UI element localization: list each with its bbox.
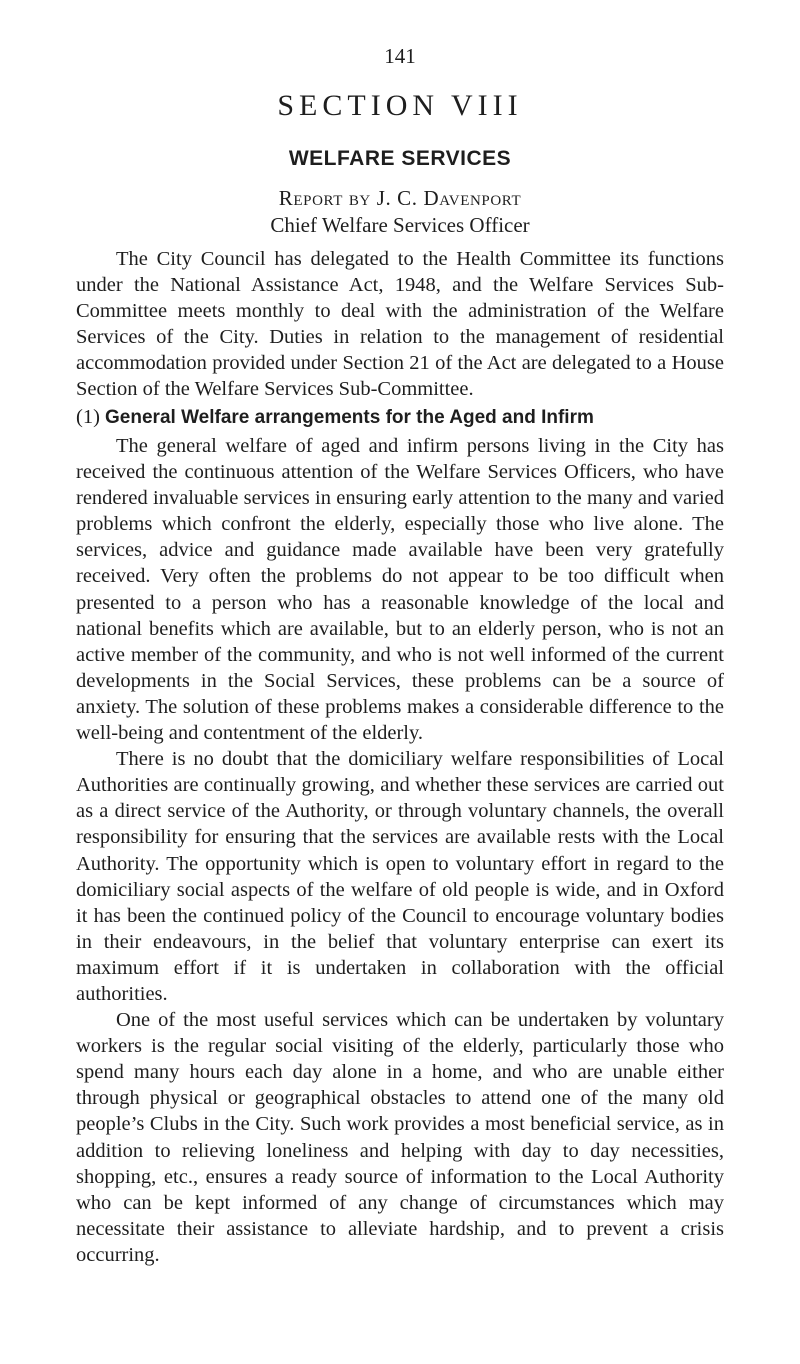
intro-paragraph: The City Council has delegated to the Health Committee its functions under the National Assistance Act, 1948, and the Welfare Services Sub-Committee meets monthly to deal with the administration of the Welfare Services of the City. Duties in relation to the management of residential accommodation provided under Section 21 of the Act are delegated to a House Section of the Welfare Services Sub-Committee. <box>76 248 724 401</box>
body-paragraph: The general welfare of aged and infirm persons living in the City has received the continuous attention of the Welfare Services Officers, who have rendered invaluable services in ensuring early attention to the many and varied problems which confront the elderly, especially those who live alone. The services, advice and guidance made available have been very gratefully received. Very often the problems do not appear to be too difficult when presented to a person who has a reasonable knowledge of the local and national benefits which are available, but to an elderly person, who is not an active member of the community, and who is not well informed of the current developments in the Social Services, these problems can be a source of anxiety. The solution of these problems makes a considerable difference to the well-being and contentment of the elderly. <box>76 435 724 745</box>
subsection-number: (1) <box>76 406 100 428</box>
subsection-title: General Welfare arrangements for the Aged and Infirm <box>105 407 594 428</box>
intro-section <box>76 246 724 403</box>
subsection-heading <box>76 406 736 429</box>
page-number: 141 <box>384 44 416 68</box>
body-paragraph: There is no doubt that the domiciliary welfare responsibilities of Local Authorities are continually growing, and whether these services are carried out as a direct service of the Authority, or through voluntary channels, the overall responsibility for ensuring that the services are available rests with the Local Authority. The opportunity which is open to voluntary effort in regard to the domiciliary social aspects of the welfare of old people is wide, and in Oxford it has been the continued policy of the Council to encourage voluntary bodies in their endeavours, in the belief that voluntary enterprise can exert its maximum effort if it is undertaken in collaboration with the official authorities. <box>76 748 724 1005</box>
officer-title: Chief Welfare Services Officer <box>270 213 530 237</box>
section-title: SECTION VIII <box>277 89 523 122</box>
main-heading: WELFARE SERVICES <box>288 147 512 170</box>
subsection-body <box>76 433 724 1268</box>
report-byline: Report by J. C. Davenport <box>278 186 522 210</box>
body-paragraph: One of the most useful services which can be undertaken by voluntary workers is the regular social visiting of the elderly, particularly those who spend many hours each day alone in a home, and who are unable either through physical or geographical obstacles to attend one of the many old people’s Clubs in the City. Such work provides a most beneficial service, as in addition to relieving loneliness and helping with day to day necessities, shopping, etc., ensures a ready source of information to the Local Authority who can be kept informed of any change of circumstances which may necessitate their assistance to alleviate hardship, and to prevent a crisis occurring. <box>76 1009 724 1266</box>
